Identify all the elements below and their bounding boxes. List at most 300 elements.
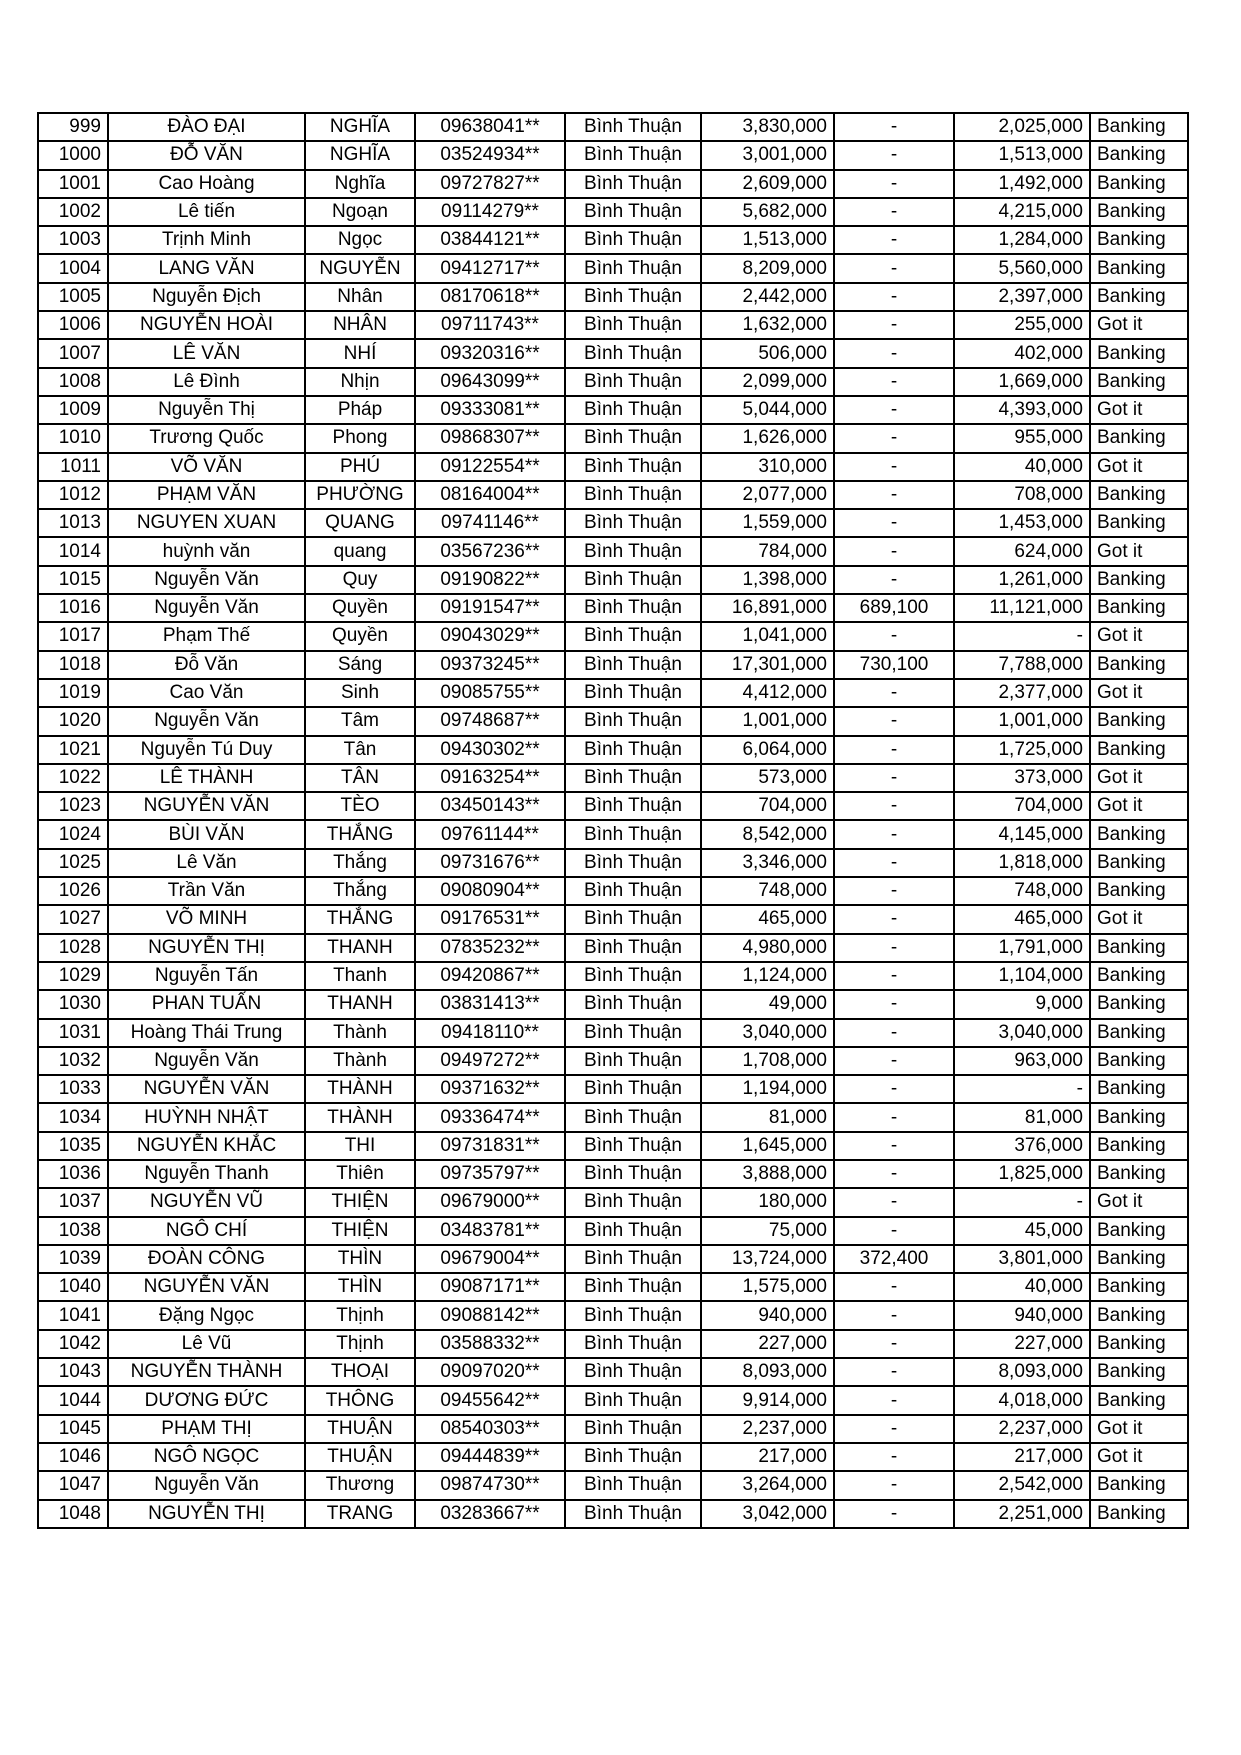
payment-method-cell: Got it (1090, 537, 1188, 565)
row-number-cell: 1002 (38, 198, 108, 226)
family-middle-name-cell: Trương Quốc (108, 424, 305, 452)
phone-number-cell: 08540303** (415, 1415, 565, 1443)
row-number-cell: 999 (38, 113, 108, 141)
table-row (38, 368, 1188, 396)
province-cell: Bình Thuận (565, 537, 701, 565)
given-name-cell: THÀNH (305, 1075, 415, 1103)
given-name-cell: THUẬN (305, 1443, 415, 1471)
given-name-cell: Phong (305, 424, 415, 452)
family-middle-name-cell: Cao Văn (108, 679, 305, 707)
paid-amount-cell: 5,560,000 (954, 254, 1090, 282)
total-amount-cell: 1,632,000 (701, 311, 834, 339)
total-amount-cell: 16,891,000 (701, 594, 834, 622)
province-cell: Bình Thuận (565, 764, 701, 792)
row-number-cell: 1035 (38, 1132, 108, 1160)
province-cell: Bình Thuận (565, 1217, 701, 1245)
total-amount-cell: 1,398,000 (701, 566, 834, 594)
paid-amount-cell: 373,000 (954, 764, 1090, 792)
given-name-cell: PHƯỜNG (305, 481, 415, 509)
given-name-cell: Quyền (305, 622, 415, 650)
phone-number-cell: 08170618** (415, 283, 565, 311)
deduction-amount-cell: - (834, 1188, 954, 1216)
family-middle-name-cell: ĐỖ VĂN (108, 141, 305, 169)
deduction-amount-cell: - (834, 934, 954, 962)
family-middle-name-cell: PHẠM THỊ (108, 1415, 305, 1443)
family-middle-name-cell: Lê tiến (108, 198, 305, 226)
total-amount-cell: 217,000 (701, 1443, 834, 1471)
table-row (38, 509, 1188, 537)
paid-amount-cell: 2,377,000 (954, 679, 1090, 707)
phone-number-cell: 09085755** (415, 679, 565, 707)
deduction-amount-cell: - (834, 1386, 954, 1414)
row-number-cell: 1028 (38, 934, 108, 962)
total-amount-cell: 2,099,000 (701, 368, 834, 396)
province-cell: Bình Thuận (565, 1301, 701, 1329)
given-name-cell: THANH (305, 990, 415, 1018)
deduction-amount-cell: - (834, 1075, 954, 1103)
row-number-cell: 1005 (38, 283, 108, 311)
given-name-cell: Thành (305, 1047, 415, 1075)
phone-number-cell: 09711743** (415, 311, 565, 339)
table-row (38, 339, 1188, 367)
deduction-amount-cell: 372,400 (834, 1245, 954, 1273)
row-number-cell: 1030 (38, 990, 108, 1018)
total-amount-cell: 17,301,000 (701, 651, 834, 679)
family-middle-name-cell: HUỲNH NHẬT (108, 1103, 305, 1131)
family-middle-name-cell: PHẠM VĂN (108, 481, 305, 509)
paid-amount-cell: 748,000 (954, 877, 1090, 905)
row-number-cell: 1003 (38, 226, 108, 254)
family-middle-name-cell: NGUYỄN VŨ (108, 1188, 305, 1216)
payment-method-cell: Banking (1090, 113, 1188, 141)
total-amount-cell: 81,000 (701, 1103, 834, 1131)
paid-amount-cell: 940,000 (954, 1301, 1090, 1329)
phone-number-cell: 09735797** (415, 1160, 565, 1188)
deduction-amount-cell: - (834, 1443, 954, 1471)
table-row (38, 934, 1188, 962)
province-cell: Bình Thuận (565, 1245, 701, 1273)
row-number-cell: 1019 (38, 679, 108, 707)
paid-amount-cell: 2,251,000 (954, 1500, 1090, 1528)
family-middle-name-cell: Nguyễn Văn (108, 1047, 305, 1075)
paid-amount-cell: 1,284,000 (954, 226, 1090, 254)
paid-amount-cell: 227,000 (954, 1330, 1090, 1358)
table-body (38, 113, 1188, 1528)
row-number-cell: 1044 (38, 1386, 108, 1414)
total-amount-cell: 465,000 (701, 905, 834, 933)
payment-method-cell: Banking (1090, 651, 1188, 679)
paid-amount-cell: 2,025,000 (954, 113, 1090, 141)
given-name-cell: Thương (305, 1471, 415, 1499)
paid-amount-cell: 8,093,000 (954, 1358, 1090, 1386)
phone-number-cell: 09761144** (415, 820, 565, 848)
deduction-amount-cell: - (834, 764, 954, 792)
deduction-amount-cell: - (834, 849, 954, 877)
table-row (38, 1245, 1188, 1273)
given-name-cell: PHÚ (305, 453, 415, 481)
total-amount-cell: 13,724,000 (701, 1245, 834, 1273)
phone-number-cell: 09336474** (415, 1103, 565, 1131)
table-row (38, 226, 1188, 254)
table-row (38, 481, 1188, 509)
paid-amount-cell: 1,104,000 (954, 962, 1090, 990)
table-row (38, 141, 1188, 169)
phone-number-cell: 09418110** (415, 1019, 565, 1047)
family-middle-name-cell: Nguyễn Địch (108, 283, 305, 311)
row-number-cell: 1010 (38, 424, 108, 452)
deduction-amount-cell: - (834, 1471, 954, 1499)
payment-method-cell: Banking (1090, 424, 1188, 452)
family-middle-name-cell: NGUYỄN HOÀI (108, 311, 305, 339)
total-amount-cell: 1,575,000 (701, 1273, 834, 1301)
paid-amount-cell: 704,000 (954, 792, 1090, 820)
paid-amount-cell: - (954, 622, 1090, 650)
total-amount-cell: 5,044,000 (701, 396, 834, 424)
row-number-cell: 1031 (38, 1019, 108, 1047)
province-cell: Bình Thuận (565, 1075, 701, 1103)
family-middle-name-cell: NGUYỄN VĂN (108, 1075, 305, 1103)
table-row (38, 1443, 1188, 1471)
row-number-cell: 1009 (38, 396, 108, 424)
province-cell: Bình Thuận (565, 396, 701, 424)
row-number-cell: 1023 (38, 792, 108, 820)
row-number-cell: 1038 (38, 1217, 108, 1245)
phone-number-cell: 03483781** (415, 1217, 565, 1245)
deduction-amount-cell: - (834, 905, 954, 933)
province-cell: Bình Thuận (565, 651, 701, 679)
table-row (38, 736, 1188, 764)
deduction-amount-cell: - (834, 311, 954, 339)
province-cell: Bình Thuận (565, 254, 701, 282)
deduction-amount-cell: - (834, 990, 954, 1018)
deduction-amount-cell: 689,100 (834, 594, 954, 622)
given-name-cell: QUANG (305, 509, 415, 537)
row-number-cell: 1024 (38, 820, 108, 848)
given-name-cell: THÀNH (305, 1103, 415, 1131)
family-middle-name-cell: NGUYỄN VĂN (108, 792, 305, 820)
phone-number-cell: 09643099** (415, 368, 565, 396)
given-name-cell: NHÍ (305, 339, 415, 367)
paid-amount-cell: 1,492,000 (954, 170, 1090, 198)
phone-number-cell: 03283667** (415, 1500, 565, 1528)
table-row (38, 1500, 1188, 1528)
table-row (38, 905, 1188, 933)
table-row (38, 764, 1188, 792)
deduction-amount-cell: - (834, 1301, 954, 1329)
given-name-cell: THI (305, 1132, 415, 1160)
family-middle-name-cell: NGUYỄN THỊ (108, 934, 305, 962)
paid-amount-cell: 1,261,000 (954, 566, 1090, 594)
total-amount-cell: 3,830,000 (701, 113, 834, 141)
deduction-amount-cell: - (834, 962, 954, 990)
given-name-cell: NGHĨA (305, 141, 415, 169)
province-cell: Bình Thuận (565, 311, 701, 339)
row-number-cell: 1034 (38, 1103, 108, 1131)
given-name-cell: THÌN (305, 1245, 415, 1273)
total-amount-cell: 2,609,000 (701, 170, 834, 198)
phone-number-cell: 03567236** (415, 537, 565, 565)
paid-amount-cell: 2,397,000 (954, 283, 1090, 311)
family-middle-name-cell: NGUYỄN VĂN (108, 1273, 305, 1301)
family-middle-name-cell: Nguyễn Văn (108, 566, 305, 594)
province-cell: Bình Thuận (565, 1500, 701, 1528)
deduction-amount-cell: - (834, 1330, 954, 1358)
phone-number-cell: 09731676** (415, 849, 565, 877)
province-cell: Bình Thuận (565, 1443, 701, 1471)
payment-method-cell: Banking (1090, 594, 1188, 622)
total-amount-cell: 5,682,000 (701, 198, 834, 226)
province-cell: Bình Thuận (565, 198, 701, 226)
total-amount-cell: 227,000 (701, 1330, 834, 1358)
family-middle-name-cell: NGUYỄN KHẮC (108, 1132, 305, 1160)
given-name-cell: Ngọc (305, 226, 415, 254)
province-cell: Bình Thuận (565, 934, 701, 962)
row-number-cell: 1037 (38, 1188, 108, 1216)
given-name-cell: Tân (305, 736, 415, 764)
paid-amount-cell: 9,000 (954, 990, 1090, 1018)
total-amount-cell: 1,645,000 (701, 1132, 834, 1160)
phone-number-cell: 09043029** (415, 622, 565, 650)
given-name-cell: Ngoạn (305, 198, 415, 226)
province-cell: Bình Thuận (565, 424, 701, 452)
given-name-cell: THÌN (305, 1273, 415, 1301)
phone-number-cell: 09741146** (415, 509, 565, 537)
row-number-cell: 1032 (38, 1047, 108, 1075)
paid-amount-cell: 1,453,000 (954, 509, 1090, 537)
payment-method-cell: Banking (1090, 707, 1188, 735)
paid-amount-cell: 4,145,000 (954, 820, 1090, 848)
table-row (38, 453, 1188, 481)
total-amount-cell: 75,000 (701, 1217, 834, 1245)
payment-method-cell: Banking (1090, 509, 1188, 537)
payment-method-cell: Got it (1090, 311, 1188, 339)
given-name-cell: Thắng (305, 877, 415, 905)
row-number-cell: 1040 (38, 1273, 108, 1301)
deduction-amount-cell: - (834, 396, 954, 424)
phone-number-cell: 09679000** (415, 1188, 565, 1216)
paid-amount-cell: 4,393,000 (954, 396, 1090, 424)
phone-number-cell: 09320316** (415, 339, 565, 367)
total-amount-cell: 1,513,000 (701, 226, 834, 254)
row-number-cell: 1022 (38, 764, 108, 792)
given-name-cell: Nghĩa (305, 170, 415, 198)
given-name-cell: THÔNG (305, 1386, 415, 1414)
given-name-cell: Thành (305, 1019, 415, 1047)
table-row (38, 1273, 1188, 1301)
family-middle-name-cell: NGUYỄN THÀNH (108, 1358, 305, 1386)
payment-method-cell: Banking (1090, 1047, 1188, 1075)
paid-amount-cell: 1,669,000 (954, 368, 1090, 396)
province-cell: Bình Thuận (565, 170, 701, 198)
province-cell: Bình Thuận (565, 453, 701, 481)
total-amount-cell: 784,000 (701, 537, 834, 565)
province-cell: Bình Thuận (565, 849, 701, 877)
payment-method-cell: Banking (1090, 254, 1188, 282)
table-row (38, 1471, 1188, 1499)
row-number-cell: 1012 (38, 481, 108, 509)
paid-amount-cell: 1,001,000 (954, 707, 1090, 735)
deduction-amount-cell: - (834, 1415, 954, 1443)
table-row (38, 254, 1188, 282)
family-middle-name-cell: NGÔ CHÍ (108, 1217, 305, 1245)
province-cell: Bình Thuận (565, 1330, 701, 1358)
paid-amount-cell: 1,825,000 (954, 1160, 1090, 1188)
family-middle-name-cell: PHAN TUẤN (108, 990, 305, 1018)
deduction-amount-cell: - (834, 339, 954, 367)
payment-method-cell: Banking (1090, 1500, 1188, 1528)
table-row (38, 311, 1188, 339)
phone-number-cell: 09333081** (415, 396, 565, 424)
payment-method-cell: Got it (1090, 1415, 1188, 1443)
payment-method-cell: Banking (1090, 339, 1188, 367)
table-row (38, 170, 1188, 198)
total-amount-cell: 6,064,000 (701, 736, 834, 764)
table-row (38, 594, 1188, 622)
payment-method-cell: Banking (1090, 1103, 1188, 1131)
row-number-cell: 1025 (38, 849, 108, 877)
payment-method-cell: Banking (1090, 990, 1188, 1018)
paid-amount-cell: - (954, 1075, 1090, 1103)
phone-number-cell: 03450143** (415, 792, 565, 820)
paid-amount-cell: 4,215,000 (954, 198, 1090, 226)
family-middle-name-cell: LANG VĂN (108, 254, 305, 282)
deduction-amount-cell: - (834, 1019, 954, 1047)
paid-amount-cell: - (954, 1188, 1090, 1216)
deduction-amount-cell: - (834, 226, 954, 254)
total-amount-cell: 1,001,000 (701, 707, 834, 735)
phone-number-cell: 09679004** (415, 1245, 565, 1273)
family-middle-name-cell: Nguyễn Tấn (108, 962, 305, 990)
paid-amount-cell: 3,040,000 (954, 1019, 1090, 1047)
phone-number-cell: 09371632** (415, 1075, 565, 1103)
row-number-cell: 1017 (38, 622, 108, 650)
total-amount-cell: 3,001,000 (701, 141, 834, 169)
phone-number-cell: 09087171** (415, 1273, 565, 1301)
table-row (38, 679, 1188, 707)
total-amount-cell: 3,040,000 (701, 1019, 834, 1047)
row-number-cell: 1011 (38, 453, 108, 481)
deduction-amount-cell: - (834, 424, 954, 452)
row-number-cell: 1014 (38, 537, 108, 565)
deduction-amount-cell: - (834, 453, 954, 481)
deduction-amount-cell: - (834, 1047, 954, 1075)
row-number-cell: 1021 (38, 736, 108, 764)
payment-method-cell: Banking (1090, 1301, 1188, 1329)
given-name-cell: THIỆN (305, 1217, 415, 1245)
family-middle-name-cell: Nguyễn Thanh (108, 1160, 305, 1188)
family-middle-name-cell: Đỗ Văn (108, 651, 305, 679)
row-number-cell: 1043 (38, 1358, 108, 1386)
phone-number-cell: 09080904** (415, 877, 565, 905)
row-number-cell: 1033 (38, 1075, 108, 1103)
phone-number-cell: 09190822** (415, 566, 565, 594)
phone-number-cell: 09097020** (415, 1358, 565, 1386)
phone-number-cell: 09638041** (415, 113, 565, 141)
province-cell: Bình Thuận (565, 594, 701, 622)
phone-number-cell: 09176531** (415, 905, 565, 933)
deduction-amount-cell: - (834, 1132, 954, 1160)
payment-method-cell: Banking (1090, 1273, 1188, 1301)
given-name-cell: Thịnh (305, 1330, 415, 1358)
family-middle-name-cell: VÕ MINH (108, 905, 305, 933)
family-middle-name-cell: Trần Văn (108, 877, 305, 905)
province-cell: Bình Thuận (565, 1132, 701, 1160)
row-number-cell: 1018 (38, 651, 108, 679)
table-row (38, 1103, 1188, 1131)
payment-method-cell: Banking (1090, 934, 1188, 962)
table-row (38, 1386, 1188, 1414)
province-cell: Bình Thuận (565, 990, 701, 1018)
deduction-amount-cell: - (834, 170, 954, 198)
family-middle-name-cell: LÊ THÀNH (108, 764, 305, 792)
paid-amount-cell: 81,000 (954, 1103, 1090, 1131)
phone-number-cell: 09163254** (415, 764, 565, 792)
table-row (38, 651, 1188, 679)
total-amount-cell: 940,000 (701, 1301, 834, 1329)
phone-number-cell: 07835232** (415, 934, 565, 962)
family-middle-name-cell: Lê Vũ (108, 1330, 305, 1358)
table-row (38, 1075, 1188, 1103)
row-number-cell: 1016 (38, 594, 108, 622)
province-cell: Bình Thuận (565, 820, 701, 848)
payment-method-cell: Banking (1090, 1160, 1188, 1188)
paid-amount-cell: 1,725,000 (954, 736, 1090, 764)
total-amount-cell: 704,000 (701, 792, 834, 820)
paid-amount-cell: 255,000 (954, 311, 1090, 339)
province-cell: Bình Thuận (565, 679, 701, 707)
total-amount-cell: 1,124,000 (701, 962, 834, 990)
family-middle-name-cell: Lê Văn (108, 849, 305, 877)
total-amount-cell: 573,000 (701, 764, 834, 792)
table-row (38, 1160, 1188, 1188)
deduction-amount-cell: - (834, 113, 954, 141)
row-number-cell: 1013 (38, 509, 108, 537)
given-name-cell: Sáng (305, 651, 415, 679)
deduction-amount-cell: - (834, 509, 954, 537)
family-middle-name-cell: DƯƠNG ĐỨC (108, 1386, 305, 1414)
payment-method-cell: Banking (1090, 141, 1188, 169)
province-cell: Bình Thuận (565, 226, 701, 254)
province-cell: Bình Thuận (565, 962, 701, 990)
phone-number-cell: 09874730** (415, 1471, 565, 1499)
given-name-cell: Quy (305, 566, 415, 594)
paid-amount-cell: 2,542,000 (954, 1471, 1090, 1499)
deduction-amount-cell: - (834, 877, 954, 905)
payment-method-cell: Banking (1090, 849, 1188, 877)
deduction-amount-cell: - (834, 820, 954, 848)
deduction-amount-cell: 730,100 (834, 651, 954, 679)
province-cell: Bình Thuận (565, 113, 701, 141)
province-cell: Bình Thuận (565, 1415, 701, 1443)
given-name-cell: Nhịn (305, 368, 415, 396)
deduction-amount-cell: - (834, 1103, 954, 1131)
total-amount-cell: 8,093,000 (701, 1358, 834, 1386)
province-cell: Bình Thuận (565, 1019, 701, 1047)
province-cell: Bình Thuận (565, 1160, 701, 1188)
given-name-cell: TÂN (305, 764, 415, 792)
paid-amount-cell: 1,513,000 (954, 141, 1090, 169)
province-cell: Bình Thuận (565, 481, 701, 509)
paid-amount-cell: 402,000 (954, 339, 1090, 367)
given-name-cell: NHÂN (305, 311, 415, 339)
payment-method-cell: Banking (1090, 1330, 1188, 1358)
total-amount-cell: 180,000 (701, 1188, 834, 1216)
payment-method-cell: Banking (1090, 368, 1188, 396)
family-middle-name-cell: NGUYEN XUAN (108, 509, 305, 537)
given-name-cell: THUẬN (305, 1415, 415, 1443)
total-amount-cell: 49,000 (701, 990, 834, 1018)
paid-amount-cell: 1,791,000 (954, 934, 1090, 962)
